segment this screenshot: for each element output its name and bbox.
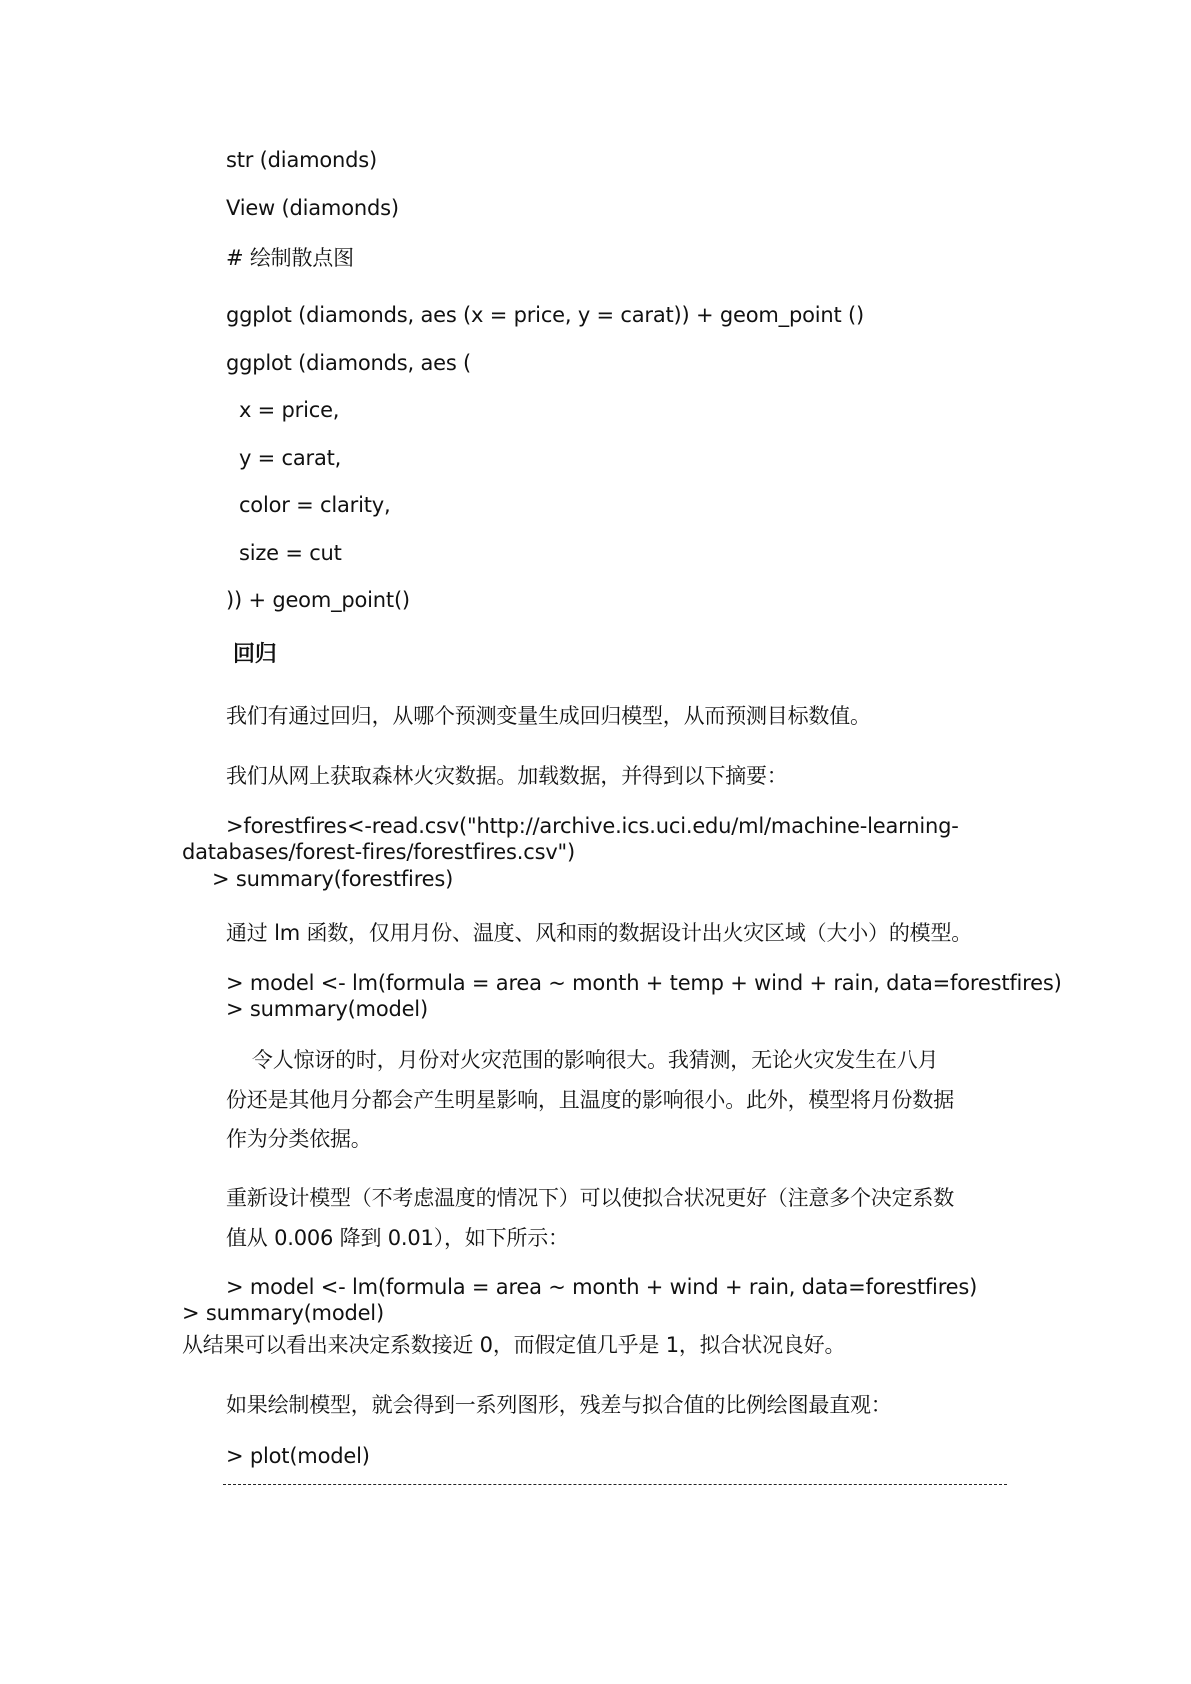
- paragraph-line: 作为分类依据。: [226, 1127, 372, 1151]
- paragraph-data: 我们从网上获取森林火灾数据。加载数据，并得到以下摘要：: [226, 764, 788, 788]
- paragraph-lm: 通过 lm 函数，仅用月份、温度、风和雨的数据设计出火灾区域（大小）的模型。: [226, 921, 973, 945]
- code-line: > summary(forestfires): [212, 867, 454, 891]
- code-line: > model <- lm(formula = area ~ month + wind + rain, data=forestfires): [226, 1275, 978, 1299]
- code-line: ggplot (diamonds, aes (x = price, y = carat)) + geom_point (): [226, 303, 864, 327]
- paragraph-line: 重新设计模型（不考虑温度的情况下）可以使拟合状况更好（注意多个决定系数: [226, 1186, 954, 1210]
- code-line: size = cut: [226, 541, 342, 565]
- paragraph-intro: 我们有通过回归，从哪个预测变量生成回归模型，从而预测目标数值。: [226, 704, 871, 728]
- paragraph-result: 从结果可以看出来决定系数接近 0，而假定值几乎是 1，拟合状况良好。: [182, 1333, 846, 1357]
- code-line: > plot(model): [226, 1444, 370, 1468]
- dashed-divider: [223, 1484, 1007, 1485]
- code-line: View (diamonds): [226, 196, 399, 220]
- code-line: databases/forest-fires/forestfires.csv"): [182, 840, 576, 864]
- paragraph-line: 令人惊讶的时，月份对火灾范围的影响很大。我猜测，无论火灾发生在八月: [226, 1048, 939, 1072]
- code-line: > summary(model): [182, 1301, 384, 1325]
- code-line: >forestfires<-read.csv("http://archive.ics.uci.edu/ml/machine-learning-: [226, 814, 959, 838]
- code-line: )) + geom_point(): [226, 588, 410, 612]
- code-line: x = price,: [226, 398, 340, 422]
- code-line: ggplot (diamonds, aes (: [226, 351, 472, 375]
- code-line: y = carat,: [226, 446, 342, 470]
- code-line: color = clarity,: [226, 493, 391, 517]
- paragraph-plot: 如果绘制模型，就会得到一系列图形，残差与拟合值的比例绘图最直观：: [226, 1393, 892, 1417]
- code-line: > summary(model): [226, 997, 428, 1021]
- code-line: > model <- lm(formula = area ~ month + temp + wind + rain, data=forestfires): [226, 971, 1062, 995]
- section-heading: 回归: [233, 642, 277, 667]
- code-comment: # 绘制散点图: [226, 246, 354, 270]
- paragraph-line: 份还是其他月分都会产生明星影响，且温度的影响很小。此外，模型将月份数据: [226, 1088, 954, 1112]
- paragraph-line: 值从 0.006 降到 0.01），如下所示：: [226, 1226, 569, 1250]
- code-line: str (diamonds): [226, 148, 377, 172]
